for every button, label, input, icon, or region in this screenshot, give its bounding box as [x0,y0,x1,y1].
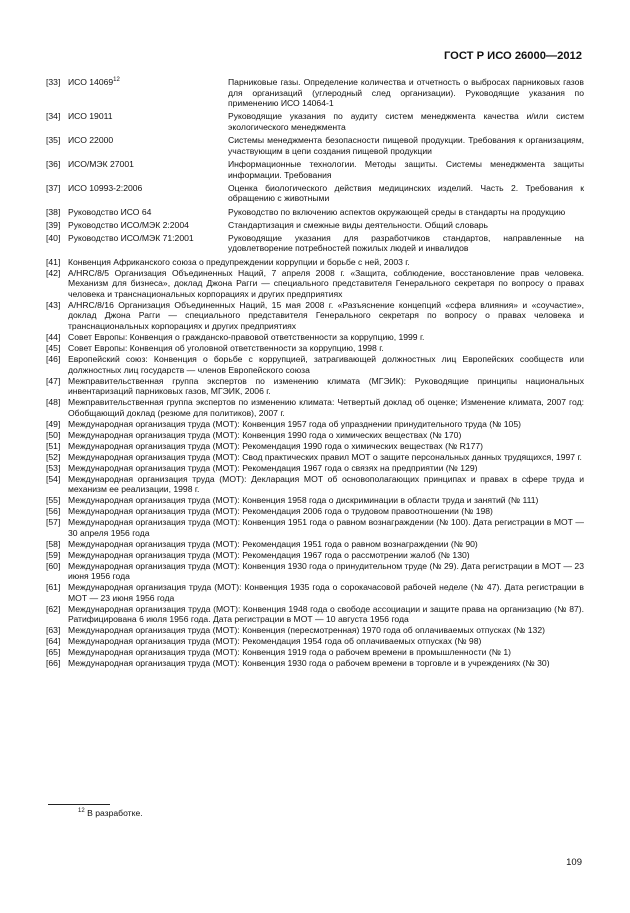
reference-number: [45] [46,342,61,353]
reference-text: Международная организация труда (МОТ): Свод практических правил МОТ о защите персональных данных трудящихся, 1997 г. [68,451,582,462]
reference-text: Совет Европы: Конвенция об уголовной ответственности за коррупцию, 1998 г. [68,342,384,353]
reference-item [46,539,584,550]
reference-text: Межправительственная группа экспертов по изменению климата: Четвертый доклад об оценке; Изменение климата, 2007 год: Обобщающий доклад (резюме для политиков), 2007 г. [68,397,584,418]
reference-number: [37] [46,182,61,193]
reference-number: [44] [46,331,61,342]
reference-text: Международная организация труда (МОТ): Конвенция 1948 года о свободе ассоциации и защите права на организацию (№ 87). Ратифицирована 6 июля 1956 года. Дата регистрации в МОТ — 10 августа 1956 года [68,603,584,625]
reference-number: [64] [46,636,61,647]
footnote [78,808,143,818]
reference-item [46,354,584,375]
reference-item [46,419,584,430]
reference-text: Международная организация труда (МОТ): Конвенция 1919 года о рабочем времени в промышленности (№ 1) [68,647,511,658]
reference-text: Международная организация труда (МОТ): Рекомендация 1990 года о химических веществах (№ R177) [68,440,483,451]
reference-text: Конвенция Африканского союза о предупреждении коррупции и борьбе с ней, 2003 г. [68,256,410,267]
reference-number: [47] [46,375,61,386]
reference-text: Международная организация труда (МОТ): Конвенция 1930 года о принудительном труде (№ 29). Дата регистрации в МОТ — 23 июня 1956 года [68,560,584,582]
reference-item [46,220,584,231]
reference-text: Международная организация труда (МОТ): Декларация МОТ об основополагающих принципах и правах в сфере труда и механизм ее реализации, 1998 г. [68,473,584,495]
reference-text: Европейский союз: Конвенция о борьбе с коррупцией, затрагивающей должностных лиц Европейских сообществ или должностных лиц государств — членов Европейского союза [68,353,584,375]
reference-title: Стандартизация и смежные виды деятельности. Общий словарь [228,219,488,230]
standards-references [46,77,584,254]
reference-number: [42] [46,267,61,278]
footnote-ref: 12 [113,77,120,83]
reference-item [46,183,584,204]
reference-number: [35] [46,135,61,146]
reference-text: Международная организация труда (МОТ): Конвенция (пересмотренная) 1970 года об оплачиваемых отпусках (№ 132) [68,625,545,636]
reference-text: Международная организация труда (МОТ): Рекомендация 1967 года о рассмотрении жалоб (№ 130) [68,549,470,560]
reference-item [46,159,584,180]
reference-number: [48] [46,397,61,408]
reference-text: Международная организация труда (МОТ): Рекомендация 2006 года о трудовом правоотношении (№ 198) [68,506,493,517]
reference-text: Международная организация труда (МОТ): Конвенция 1930 года о рабочем времени в торговле и в учреждениях (№ 30) [68,658,550,669]
page-number: 109 [566,857,582,868]
reference-item [46,604,584,625]
reference-number: [58] [46,538,61,549]
bibliography-list [46,77,584,669]
reference-number: [66] [46,658,61,669]
reference-item [46,506,584,517]
reference-item [46,343,584,354]
reference-number: [50] [46,429,61,440]
reference-item [46,441,584,452]
reference-item [46,625,584,636]
reference-number: [38] [46,206,61,217]
reference-item [46,452,584,463]
reference-item [46,430,584,441]
reference-number: [33] [46,77,61,87]
document-header: ГОСТ Р ИСО 26000—2012 [443,50,582,62]
reference-code-text: Руководство ИСО/МЭК 71:2001 [68,232,194,243]
reference-number: [52] [46,451,61,462]
reference-text: Международная организация труда (МОТ): Рекомендация 1954 года об оплачиваемых отпусках (№ 98) [68,636,482,647]
reference-title: Парниковые газы. Определение количества и отчетность о выбросах парниковых газов для организаций (углеродный след организации). Руководящие указания по применению ИСО 14064-1 [228,77,584,109]
reference-number: [56] [46,506,61,517]
reference-text: Международная организация труда (МОТ): Конвенция 1951 года о равном вознаграждении (№ 100). Дата регистрации в МОТ — 30 апреля 1956 года [68,517,584,538]
reference-number: [59] [46,549,61,560]
reference-item [46,550,584,561]
reference-item [46,233,584,254]
reference-item [46,647,584,658]
reference-code [68,159,228,180]
reference-number: [39] [46,219,61,230]
reference-text: A/HRC/8/5 Организация Объединенных Наций, 7 апреля 2008 г. «Защита, соблюдение, восстановление прав человека. Механизм для бизнеса», доклад Джона Рагги — специального представителя Генерального секретаря по вопросу о правах человека и транснациональных корпорациях и других предприятиях [68,267,584,299]
reference-item [46,397,584,418]
reference-number: [34] [46,111,61,122]
reference-code-text: ИСО/МЭК 27001 [68,158,134,169]
reference-title: Системы менеджмента безопасности пищевой продукции. Требования к организациям, участвующим в цепи создания пищевой продукции [228,135,584,156]
reference-text: Международная организация труда (МОТ): Конвенция 1990 года о химических веществах (№ 170) [68,429,462,440]
reference-item [46,495,584,506]
reference-item [46,474,584,495]
reference-item [46,636,584,647]
reference-number: [36] [46,158,61,169]
reference-number: [46] [46,353,61,364]
reference-item [46,135,584,156]
reference-number: [53] [46,462,61,473]
reference-code [68,135,228,156]
reference-item [46,111,584,132]
reference-item [46,658,584,669]
reference-number: [65] [46,647,61,658]
reference-code [68,111,228,132]
footnote-mark: 12 [78,808,85,814]
reference-item [46,257,584,268]
reference-code [68,77,228,109]
reference-number: [51] [46,440,61,451]
reference-item [46,77,584,109]
reference-item [46,517,584,538]
reference-number: [41] [46,256,61,267]
reference-number: [54] [46,473,61,484]
reference-code-text: ИСО 14069 [68,77,114,87]
reference-code [68,207,228,218]
reference-item [46,332,584,343]
reference-number: [63] [46,625,61,636]
reference-code [68,220,228,231]
reference-item [46,207,584,218]
reference-code-text: ИСО 22000 [68,135,114,146]
reference-text: A/HRC/8/16 Организация Объединенных Наций, 15 мая 2008 г. «Разъяснение концепций «сфера влияния» и «соучастие», доклад Джона Рагги — специального представителя Генерального секретаря по вопросу о правах человека и транснациональных корпорациях и других предприятиях [68,299,584,331]
reference-title: Руководящие указания для разработчиков стандартов, направленные на удовлетворение потребностей пожилых людей и инвалидов [228,232,584,254]
reference-text: Международная организация труда (МОТ): Конвенция 1935 года о сорокачасовой рабочей неделе (№ 47). Дата регистрации в МОТ — 23 июня 1956 года [68,582,584,603]
reference-number: [57] [46,517,61,528]
reference-item [46,561,584,582]
reference-title: Руководящие указания по аудиту систем менеджмента качества и/или систем экологического менеджмента [228,111,584,132]
reference-item [46,463,584,474]
reference-text: Международная организация труда (МОТ): Рекомендация 1951 года о равном вознаграждении (№ 90) [68,538,478,549]
reference-text: Международная организация труда (МОТ): Конвенция 1957 года об упразднении принудительного труда (№ 105) [68,418,521,429]
reference-code [68,183,228,204]
reference-number: [62] [46,603,61,614]
reference-code-text: ИСО 10993-2:2006 [68,182,143,193]
other-references [46,257,584,669]
reference-title: Руководство по включению аспектов окружающей среды в стандарты на продукцию [228,206,566,217]
reference-title: Информационные технологии. Методы защиты. Системы менеджмента защиты информации. Требования [228,158,584,180]
reference-item [46,376,584,397]
reference-number: [55] [46,495,61,506]
reference-code [68,233,228,254]
reference-title: Оценка биологического действия медицинских изделий. Часть 2. Требования к обращению с животными [228,182,584,204]
reference-code-text: Руководство ИСО 64 [68,206,152,217]
reference-code-text: ИСО 19011 [68,111,113,122]
reference-item [46,300,584,332]
reference-code-text: Руководство ИСО/МЭК 2:2004 [68,219,189,230]
reference-number: [43] [46,299,61,310]
footnote-text: В разработке. [87,808,143,818]
reference-text: Совет Европы: Конвенция о гражданско-правовой ответственности за коррупцию, 1999 г. [68,331,425,342]
footnote-divider [48,804,110,805]
reference-number: [49] [46,418,61,429]
reference-number: [60] [46,560,61,571]
reference-number: [61] [46,582,61,593]
reference-text: Международная организация труда (МОТ): Рекомендация 1967 года о связях на предприятии (№ 129) [68,462,478,473]
reference-text: Международная организация труда (МОТ): Конвенция 1958 года о дискриминации в области труда и занятий (№ 111) [68,495,539,506]
reference-item [46,582,584,603]
reference-item [46,268,584,300]
reference-number: [40] [46,232,61,243]
reference-text: Межправительственная группа экспертов по изменению климата (МГЭИК): Руководящие принципы национальных инвентаризаций парниковых газов, МГЭИК, 2006 г. [68,375,584,397]
